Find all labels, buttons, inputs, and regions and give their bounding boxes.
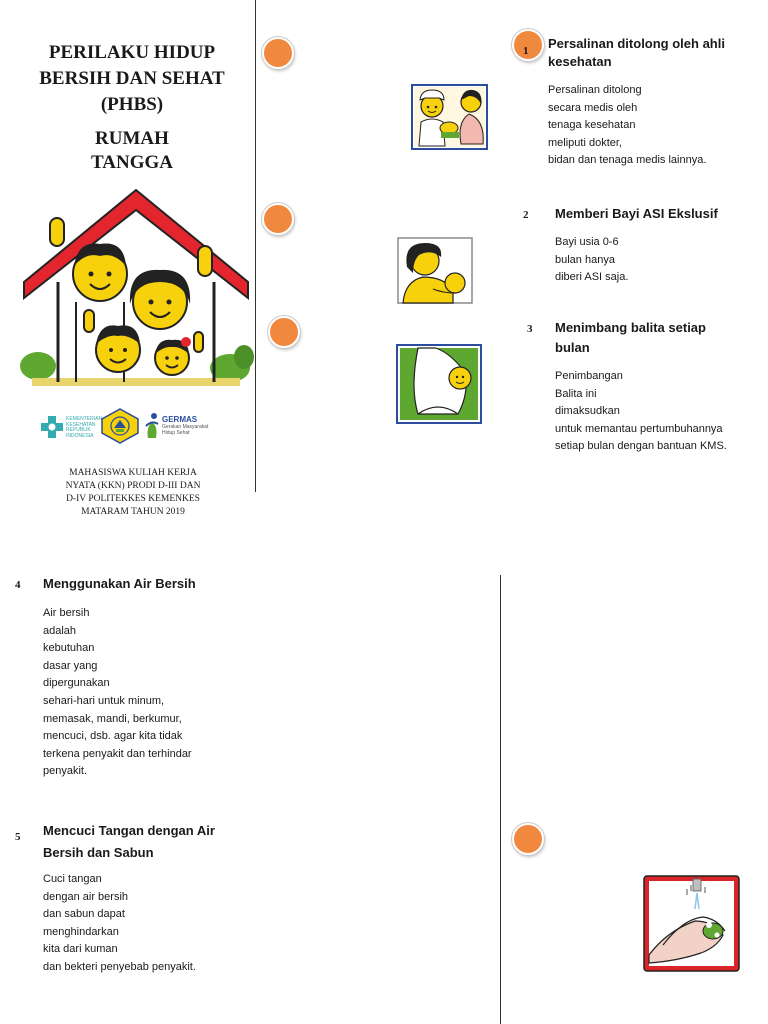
cover-footer-line: NYATA (KKN) PRODI D-III DAN <box>65 481 201 491</box>
item-body-line: adalah <box>43 624 77 637</box>
logos-row <box>40 408 210 444</box>
item-body-line: meliputi dokter, <box>548 136 622 149</box>
item-body-line: Penimbangan <box>555 370 623 382</box>
logo-text-line: INDONESIA <box>66 432 94 439</box>
item-title-line: Memberi Bayi ASI Ekslusif <box>555 206 718 221</box>
breastfeeding-pictogram <box>397 237 473 304</box>
panel-divider-bottom <box>500 575 501 1024</box>
item-body-line: bidan dan tenaga medis lainnya. <box>548 154 707 167</box>
family-house-illustration <box>18 182 254 392</box>
panel-divider-top <box>255 0 256 492</box>
birth-assistance-pictogram <box>411 84 488 150</box>
item-body-line: dan sabun dapat <box>43 908 125 921</box>
item-body-line: dasar yang <box>43 659 98 672</box>
item-body-line: dan bekteri penyebab penyakit. <box>43 960 196 973</box>
logo-text-line: Gerakan Masyarakat <box>162 424 209 430</box>
item-title-line: Menggunakan Air Bersih <box>43 576 196 591</box>
kemenkes-logo <box>40 414 103 442</box>
cover-title-line: BERSIH DAN SEHAT <box>39 68 225 89</box>
item-body-line: kebutuhan <box>43 642 95 655</box>
item-body-line: Air bersih <box>43 607 90 619</box>
kemenkes-logo-text <box>66 417 102 439</box>
item-body <box>43 605 192 781</box>
item-title-line: Persalinan ditolong oleh ahli <box>548 36 725 51</box>
item-title <box>548 35 725 71</box>
item-body-line: kita dari kuman <box>43 943 118 956</box>
item-title-line: Menimbang balita setiap <box>555 320 706 335</box>
item-body <box>555 234 628 287</box>
item-number: 3 <box>527 323 533 335</box>
item-body-line: secara medis oleh <box>548 101 638 114</box>
logo-text-line: REPUBLIK <box>66 427 91 433</box>
cover-footer-line: D-IV POLITEKKES KEMENKES <box>66 494 200 504</box>
item-body <box>43 871 196 977</box>
item-body-line: Balita ini <box>555 387 597 400</box>
item-body-line: diberi ASI saja. <box>555 271 629 284</box>
orange-bullet-icon <box>262 203 294 235</box>
handwashing-pictogram <box>643 875 740 972</box>
item-body-line: dengan air bersih <box>43 890 129 903</box>
item-body-line: sehari-hari untuk minum, <box>43 694 165 707</box>
germas-logo-subtext <box>162 425 208 436</box>
cover-footer <box>28 467 238 519</box>
item-body-line: Persalinan ditolong <box>548 84 642 96</box>
kemenkes-logo-mark <box>40 414 64 440</box>
cover-subtitle-line: TANGGA <box>91 152 173 173</box>
baby-weighing-pictogram <box>396 344 482 424</box>
item-body-line: Cuci tangan <box>43 873 102 885</box>
item-body-line: dimaksudkan <box>555 405 620 418</box>
cover-subtitle-line: RUMAH <box>95 128 169 149</box>
item-body-line: Bayi usia 0-6 <box>555 236 619 248</box>
item-body-line: mencuci, dsb. agar kita tidak <box>43 730 183 743</box>
item-body-line: memasak, mandi, berkumur, <box>43 712 182 725</box>
logo-text-line: Hidup Sehat <box>162 429 190 436</box>
item-title-line: bulan <box>555 340 590 355</box>
item-number: 5 <box>15 831 21 843</box>
cover-subtitle <box>22 127 242 175</box>
orange-bullet-icon <box>268 316 300 348</box>
item-title <box>43 574 196 594</box>
item-title <box>43 820 215 864</box>
item-body-line: dipergunakan <box>43 677 110 690</box>
item-title <box>555 204 718 224</box>
poltekkes-logo <box>100 408 140 444</box>
germas-logo-mark <box>144 412 160 440</box>
item-body <box>548 82 706 170</box>
germas-logo-text: GERMAS <box>162 415 198 424</box>
item-body-line: tenaga kesehatan <box>548 119 636 132</box>
cover-footer-line: MATARAM TAHUN 2019 <box>81 507 185 517</box>
item-title-line: Mencuci Tangan dengan Air <box>43 823 215 838</box>
item-body-line: menghindarkan <box>43 925 119 938</box>
cover-title-line: PERILAKU HIDUP <box>48 42 216 63</box>
item-title <box>555 318 706 358</box>
item-body-line: terkena penyakit dan terhindar <box>43 747 192 760</box>
item-body <box>555 368 727 456</box>
orange-bullet-icon <box>262 37 294 69</box>
item-title-line: Bersih dan Sabun <box>43 845 154 860</box>
cover-footer-line: MAHASISWA KULIAH KERJA <box>69 468 197 478</box>
item-body-line: setiap bulan dengan bantuan KMS. <box>555 440 727 453</box>
orange-bullet-icon <box>512 823 544 855</box>
item-number: 1 <box>523 45 529 57</box>
germas-logo <box>144 412 210 442</box>
item-title-line: kesehatan <box>548 54 612 69</box>
cover-title <box>22 40 242 118</box>
item-body-line: penyakit. <box>43 765 88 778</box>
cover-title-line: (PHBS) <box>100 94 164 115</box>
logo-text-line: KESEHATAN <box>66 421 96 428</box>
item-number: 4 <box>15 579 21 591</box>
item-body-line: bulan hanya <box>555 253 615 266</box>
logo-text-line: KEMENTERIAN <box>66 416 103 422</box>
item-number: 2 <box>523 209 529 221</box>
item-body-line: untuk memantau pertumbuhannya <box>555 422 723 435</box>
